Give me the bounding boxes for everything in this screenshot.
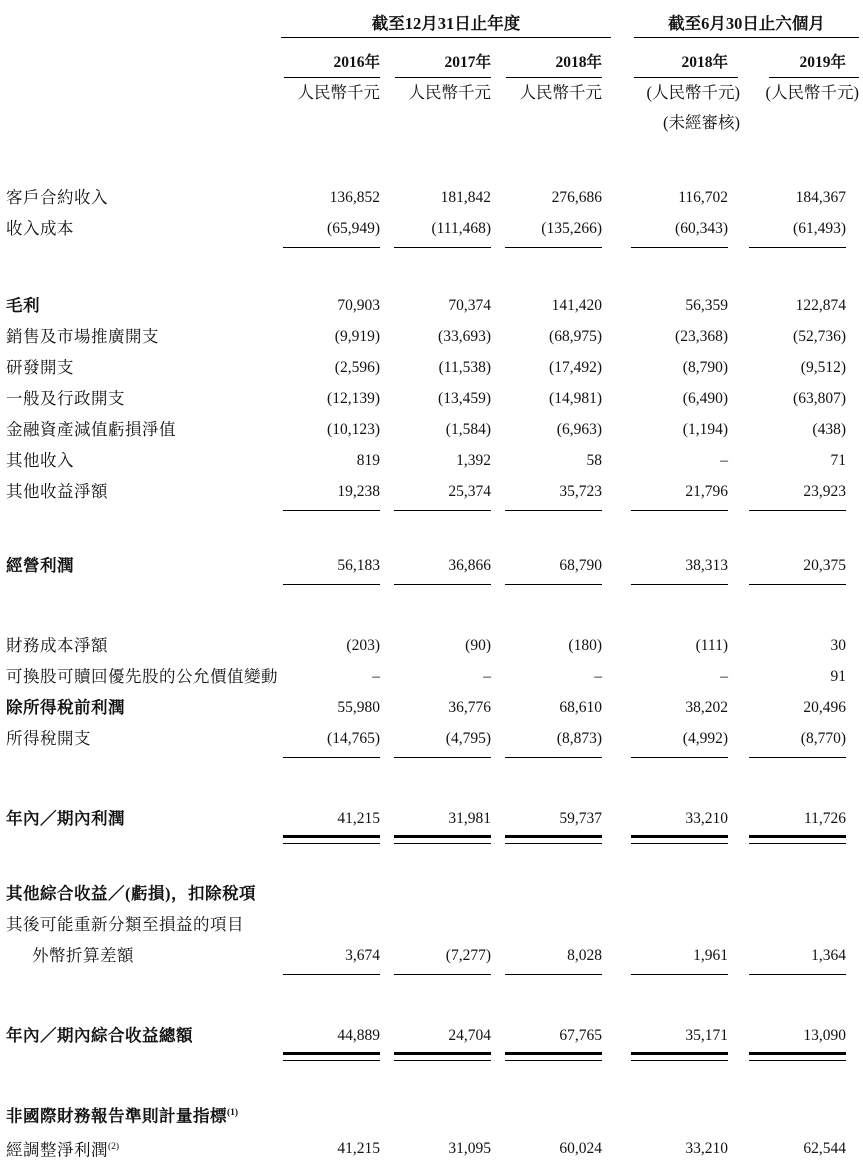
- unit-label: 人民幣千元: [297, 83, 380, 102]
- row-label: 金融資產減值虧損淨值: [6, 420, 176, 439]
- subtotal-rule-row: [4, 581, 846, 600]
- cell-2019h1: (438): [812, 421, 846, 438]
- cell-2017: (90): [465, 637, 491, 654]
- cell-2019h1: (52,736): [793, 328, 846, 345]
- cell-2016: 56,183: [337, 557, 380, 574]
- cell-2018: 67,765: [559, 1027, 602, 1044]
- cell-2018: 35,723: [559, 483, 602, 500]
- unit-label: (人民幣千元): [646, 83, 740, 102]
- year-label: 2018年: [681, 54, 728, 71]
- period-group-six-months-jun30: [634, 14, 859, 38]
- cell-2018h1: 21,796: [685, 483, 728, 500]
- table-row-profit-before-tax: [4, 692, 846, 723]
- cell-2017: 1,392: [456, 452, 491, 469]
- underline-rule: [631, 757, 728, 758]
- cell-2016: 70,903: [337, 297, 380, 314]
- cell-2018: 141,420: [551, 297, 602, 314]
- row-label: 其他收益淨額: [6, 482, 108, 501]
- underline-rule: [749, 510, 846, 511]
- cell-2018h1: 33,210: [685, 810, 728, 827]
- period-group-year-ended-dec31: [281, 14, 611, 38]
- cell-2018h1: (4,992): [682, 730, 728, 747]
- cell-2016: (2,596): [334, 359, 380, 376]
- table-row-profit-for-period: [4, 803, 846, 834]
- table-row-other-gains-net: [4, 476, 846, 507]
- underline-rule: [394, 757, 491, 758]
- footnote-marker: (1): [227, 1108, 239, 1118]
- double-underline-rule: [631, 1052, 728, 1061]
- cell-2019h1: 1,364: [811, 947, 846, 964]
- cell-2016: 41,215: [337, 810, 380, 827]
- table-row-total-comprehensive-income: [4, 1020, 846, 1051]
- cell-2018h1: 38,313: [685, 557, 728, 574]
- row-label: 一般及行政開支: [6, 389, 125, 408]
- footnote-marker: (2): [108, 1141, 120, 1152]
- table-row-impairment-losses: [4, 414, 846, 445]
- cell-2016: (9,919): [334, 328, 380, 345]
- table-row-gross-profit: [4, 290, 846, 321]
- cell-2018h1: (6,490): [682, 390, 728, 407]
- cell-2017: (7,277): [445, 947, 491, 964]
- double-underline-rule: [283, 835, 380, 844]
- cell-2018h1: (60,343): [675, 220, 728, 237]
- cell-2017: –: [483, 668, 491, 685]
- spacer: [4, 773, 846, 803]
- row-label: 年內／期內利潤: [6, 809, 125, 828]
- table-row-selling-marketing: [4, 321, 846, 352]
- cell-2017: 31,981: [448, 810, 491, 827]
- cell-2017: (4,795): [445, 730, 491, 747]
- cell-2019h1: 91: [830, 668, 846, 685]
- cell-2017: (33,693): [438, 328, 491, 345]
- underline-rule: [283, 757, 380, 758]
- underline-rule: [505, 974, 602, 975]
- underline-rule: [283, 974, 380, 975]
- cell-2018h1: (23,368): [675, 328, 728, 345]
- row-label-text: 經調整淨利潤: [6, 1140, 108, 1159]
- cell-2018: (180): [568, 637, 602, 654]
- cell-2017: 36,866: [448, 557, 491, 574]
- underline-rule: [749, 247, 846, 248]
- table-row-currency-translation-differences: [4, 940, 846, 971]
- underline-rule: [505, 247, 602, 248]
- cell-2019h1: 71: [830, 452, 846, 469]
- unit-label: 人民幣千元: [519, 83, 602, 102]
- cell-2017: (1,584): [445, 421, 491, 438]
- cell-2018: 8,028: [567, 947, 602, 964]
- table-row-finance-costs-net: [4, 630, 846, 661]
- cell-2019h1: 13,090: [803, 1027, 846, 1044]
- underline-rule: [394, 510, 491, 511]
- double-underline-rule: [283, 1052, 380, 1061]
- row-label: 所得稅開支: [6, 729, 91, 748]
- cell-2019h1: (9,512): [800, 359, 846, 376]
- cell-2017: 181,842: [440, 189, 491, 206]
- table-row-income-tax-expense: [4, 723, 846, 754]
- cell-2019h1: (63,807): [793, 390, 846, 407]
- unaudited-note: (未經審核): [663, 113, 740, 132]
- cell-2018h1: 38,202: [685, 699, 728, 716]
- underline-rule: [631, 247, 728, 248]
- cell-2016: 3,674: [345, 947, 380, 964]
- unit-header-row: [4, 78, 846, 108]
- row-label: 經營利潤: [6, 556, 74, 575]
- financial-statements-table: [4, 0, 859, 1165]
- row-label-text: 非國際財務報告準則計量指標: [6, 1106, 227, 1126]
- double-underline-rule: [631, 835, 728, 844]
- cell-2017: (111,468): [431, 220, 491, 237]
- spacer: [4, 1073, 846, 1098]
- cell-2019h1: 62,544: [803, 1139, 846, 1157]
- unit-label: (人民幣千元): [765, 83, 859, 102]
- year-label: 2018年: [555, 54, 602, 71]
- row-label: 其後可能重新分類至損益的項目: [6, 915, 244, 934]
- row-label: 除所得稅前利潤: [6, 698, 125, 717]
- underline-rule: [505, 584, 602, 585]
- cell-2018: (14,981): [549, 390, 602, 407]
- row-label: 年內／期內綜合收益總額: [6, 1026, 193, 1045]
- table-row-non-ifrs-measures-heading: [4, 1098, 846, 1132]
- cell-2019h1: 30: [830, 637, 846, 654]
- double-underline-rule: [505, 1052, 602, 1061]
- underline-rule: [394, 247, 491, 248]
- cell-2018h1: 1,961: [693, 947, 728, 964]
- subtotal-rule-row: [4, 244, 846, 263]
- total-double-rule-row: [4, 1051, 846, 1073]
- cell-2018: 58: [586, 452, 602, 469]
- table-row-rd-expenses: [4, 352, 846, 383]
- cell-2016: (203): [346, 637, 380, 654]
- table-row-operating-profit: [4, 550, 846, 581]
- cell-2018h1: 35,171: [685, 1027, 728, 1044]
- spacer: [4, 856, 846, 878]
- underline-rule: [505, 510, 602, 511]
- cell-2019h1: (8,770): [800, 730, 846, 747]
- table-row-other-income: [4, 445, 846, 476]
- cell-2016: 55,980: [337, 699, 380, 716]
- cell-2018h1: 33,210: [685, 1139, 728, 1157]
- unit-label: 人民幣千元: [408, 83, 491, 102]
- underline-rule: [631, 510, 728, 511]
- cell-2018: –: [594, 668, 602, 685]
- cell-2019h1: 122,874: [795, 297, 846, 314]
- unaudited-note-row: [4, 108, 846, 142]
- cell-2019h1: (61,493): [793, 220, 846, 237]
- cell-2018: 60,024: [559, 1139, 602, 1157]
- cell-2016: 19,238: [337, 483, 380, 500]
- cell-2018: 276,686: [551, 189, 602, 206]
- table-row-fv-change-preferred-shares: [4, 661, 846, 692]
- cell-2018h1: (111): [695, 637, 728, 654]
- cell-2017: 24,704: [448, 1027, 491, 1044]
- underline-rule: [505, 757, 602, 758]
- cell-2018: 68,610: [559, 699, 602, 716]
- row-label: [4, 1132, 272, 1166]
- cell-2018: 59,737: [559, 810, 602, 827]
- row-label: 其他收入: [6, 451, 74, 470]
- year-label: 2019年: [799, 54, 846, 71]
- cell-2017: (11,538): [438, 359, 491, 376]
- underline-rule: [631, 974, 728, 975]
- cell-2018: (6,963): [556, 421, 602, 438]
- row-label: 收入成本: [6, 219, 74, 238]
- underline-rule: [283, 510, 380, 511]
- cell-2018h1: –: [720, 668, 728, 685]
- underline-rule: [283, 584, 380, 585]
- underline-rule: [283, 247, 380, 248]
- underline-rule: [394, 584, 491, 585]
- cell-2016: (10,123): [327, 421, 380, 438]
- subtotal-rule-row: [4, 971, 846, 990]
- year-label: 2017年: [444, 54, 491, 71]
- spacer: [4, 526, 846, 550]
- cell-2018: (17,492): [549, 359, 602, 376]
- cell-2016: 136,852: [329, 189, 380, 206]
- cell-2017: (13,459): [438, 390, 491, 407]
- subtotal-rule-row: [4, 754, 846, 773]
- cell-2019h1: 11,726: [803, 810, 846, 827]
- cell-2018: 68,790: [559, 557, 602, 574]
- double-underline-rule: [749, 835, 846, 844]
- row-label: 銷售及市場推廣開支: [6, 327, 159, 346]
- table-row-items-may-be-reclassified: [4, 909, 846, 940]
- spacer: [4, 263, 846, 290]
- cell-2016: 819: [356, 452, 380, 469]
- row-label: 其他綜合收益／(虧損)，扣除稅項: [6, 884, 256, 903]
- cell-2018h1: –: [720, 452, 728, 469]
- cell-2016: 44,889: [337, 1027, 380, 1044]
- spacer: [4, 142, 846, 182]
- row-label: 可換股可贖回優先股的公允價值變動: [6, 667, 278, 686]
- cell-2017: 25,374: [448, 483, 491, 500]
- double-underline-rule: [749, 1052, 846, 1061]
- double-underline-rule: [505, 835, 602, 844]
- cell-2016: –: [372, 668, 380, 685]
- cell-2018h1: 116,702: [678, 189, 728, 206]
- row-label: 客戶合約收入: [6, 188, 108, 207]
- year-label: 2016年: [333, 54, 380, 71]
- table-row-general-admin: [4, 383, 846, 414]
- cell-2017: 31,095: [448, 1139, 491, 1157]
- cell-2016: (14,765): [327, 730, 380, 747]
- row-label: 財務成本淨額: [6, 636, 108, 655]
- cell-2018: (68,975): [549, 328, 602, 345]
- row-label: 研發開支: [6, 358, 74, 377]
- table-row-adjusted-net-profit: [4, 1132, 846, 1166]
- period-group-header-row: [4, 0, 846, 38]
- row-label: 外幣折算差額: [32, 946, 134, 965]
- underline-rule: [749, 757, 846, 758]
- cell-2018: (8,873): [556, 730, 602, 747]
- cell-2019h1: 23,923: [803, 483, 846, 500]
- double-underline-rule: [394, 1052, 491, 1061]
- year-header-row: [4, 38, 846, 78]
- spacer: [4, 990, 846, 1020]
- underline-rule: [749, 974, 846, 975]
- cell-2017: 36,776: [448, 699, 491, 716]
- cell-2016: 41,215: [337, 1139, 380, 1157]
- total-double-rule-row: [4, 834, 846, 856]
- cell-2016: (12,139): [327, 390, 380, 407]
- row-label: 毛利: [6, 296, 40, 315]
- cell-2018h1: (1,194): [682, 421, 728, 438]
- period-group-title: 截至6月30日止六個月: [668, 14, 825, 33]
- spacer: [4, 600, 846, 630]
- cell-2019h1: 184,367: [795, 189, 846, 206]
- cell-2019h1: 20,375: [803, 557, 846, 574]
- row-label: [4, 1098, 272, 1132]
- subtotal-rule-row: [4, 507, 846, 526]
- period-group-title: 截至12月31日止年度: [371, 14, 521, 33]
- cell-2018h1: 56,359: [685, 297, 728, 314]
- cell-2019h1: 20,496: [803, 699, 846, 716]
- table-row-cost-of-revenue: [4, 213, 846, 244]
- table-row-other-comprehensive-income-heading: [4, 878, 846, 909]
- underline-rule: [394, 974, 491, 975]
- cell-2017: 70,374: [448, 297, 491, 314]
- double-underline-rule: [394, 835, 491, 844]
- cell-2018h1: (8,790): [682, 359, 728, 376]
- cell-2018: (135,266): [541, 220, 602, 237]
- cell-2016: (65,949): [327, 220, 380, 237]
- underline-rule: [749, 584, 846, 585]
- underline-rule: [631, 584, 728, 585]
- table-row-revenue: [4, 182, 846, 213]
